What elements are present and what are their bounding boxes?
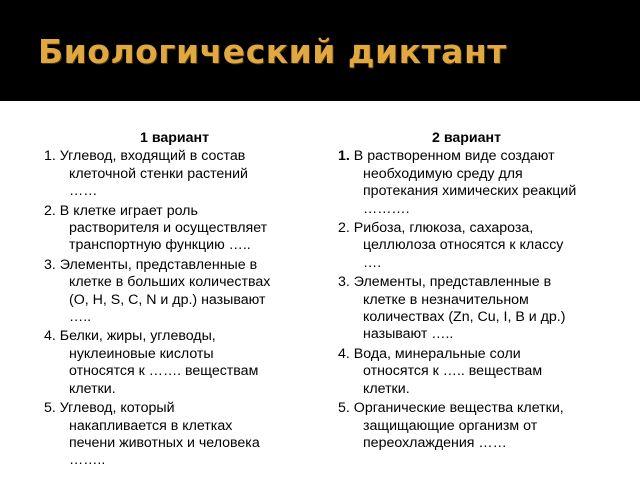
question-line: относятся к ….. веществам — [363, 363, 543, 380]
question-line: клетке в больших количествах — [69, 274, 271, 291]
question-line: клетке в незначительном — [363, 291, 529, 308]
question-line: протекания химических реакций — [363, 183, 577, 200]
question-line: переохлаждения …… — [363, 434, 507, 451]
question-line: ….. — [69, 309, 92, 326]
question-line: …. — [363, 254, 382, 271]
question-line: растворителя и осуществляет — [69, 220, 268, 237]
question-line: Углевод, входящий в состав — [59, 148, 246, 165]
question-number: 3. — [44, 256, 56, 273]
question-number: 4. — [44, 328, 56, 345]
question-line: транспортную функцию ….. — [69, 237, 251, 254]
question-line: количествах (Zn, Cu, I, B и др.) — [363, 309, 566, 326]
question-item — [44, 148, 314, 200]
question-item — [44, 328, 314, 398]
question-line: накапливается в клетках — [69, 417, 233, 434]
variant-1-header: 1 вариант — [140, 130, 210, 146]
question-number: 5. — [338, 400, 350, 417]
question-number: 3. — [338, 274, 350, 291]
question-line: Рибоза, глюкоза, сахароза, — [353, 220, 534, 237]
question-number: 4. — [338, 345, 350, 362]
variant-2-column — [338, 130, 623, 454]
question-number: 2. — [44, 202, 56, 219]
question-line: Углевод, который — [59, 400, 175, 417]
question-item — [338, 220, 623, 272]
question-number: 1. — [44, 148, 56, 165]
question-line: целлюлоза относятся к классу — [363, 237, 564, 254]
question-item — [44, 257, 314, 327]
question-line: необходимую среду для — [363, 165, 523, 182]
slide-title: Биологический диктант — [38, 32, 507, 71]
question-line: Органические вещества клетки, — [353, 400, 564, 417]
question-line: нуклеиновые кислоты — [69, 345, 214, 362]
question-line: защищающие организм от — [363, 417, 538, 434]
question-item — [338, 274, 623, 344]
variant-1-column — [44, 130, 314, 472]
question-line: называют ….. — [363, 326, 454, 343]
question-line: В растворенном виде создают — [353, 148, 555, 165]
question-line: печени животных и человека — [69, 434, 260, 451]
question-line: В клетке играет роль — [59, 202, 198, 219]
question-item — [338, 400, 623, 452]
question-line: …….. — [69, 452, 106, 469]
question-line: клетки. — [363, 380, 410, 397]
question-number: 1. — [338, 148, 350, 165]
question-item — [338, 346, 623, 398]
question-number: 2. — [338, 220, 350, 237]
question-line: клетки. — [69, 380, 116, 397]
question-line: Элементы, представленные в — [353, 274, 552, 291]
question-line: …… — [69, 183, 98, 200]
question-number: 5. — [44, 400, 56, 417]
question-line: (O, H, S, C, N и др.) называют — [69, 291, 266, 308]
question-line: клеточной стенки растений — [69, 165, 248, 182]
title-bar — [0, 0, 640, 101]
question-item — [338, 148, 623, 218]
question-item — [44, 203, 314, 255]
question-line: Белки, жиры, углеводы, — [59, 328, 216, 345]
question-item — [44, 400, 314, 470]
question-line: Элементы, представленные в — [59, 256, 258, 273]
question-line: относятся к ……. веществам — [69, 363, 259, 380]
question-line: ………. — [363, 200, 410, 217]
question-line: Вода, минеральные соли — [353, 345, 521, 362]
variant-2-header: 2 вариант — [432, 130, 502, 146]
